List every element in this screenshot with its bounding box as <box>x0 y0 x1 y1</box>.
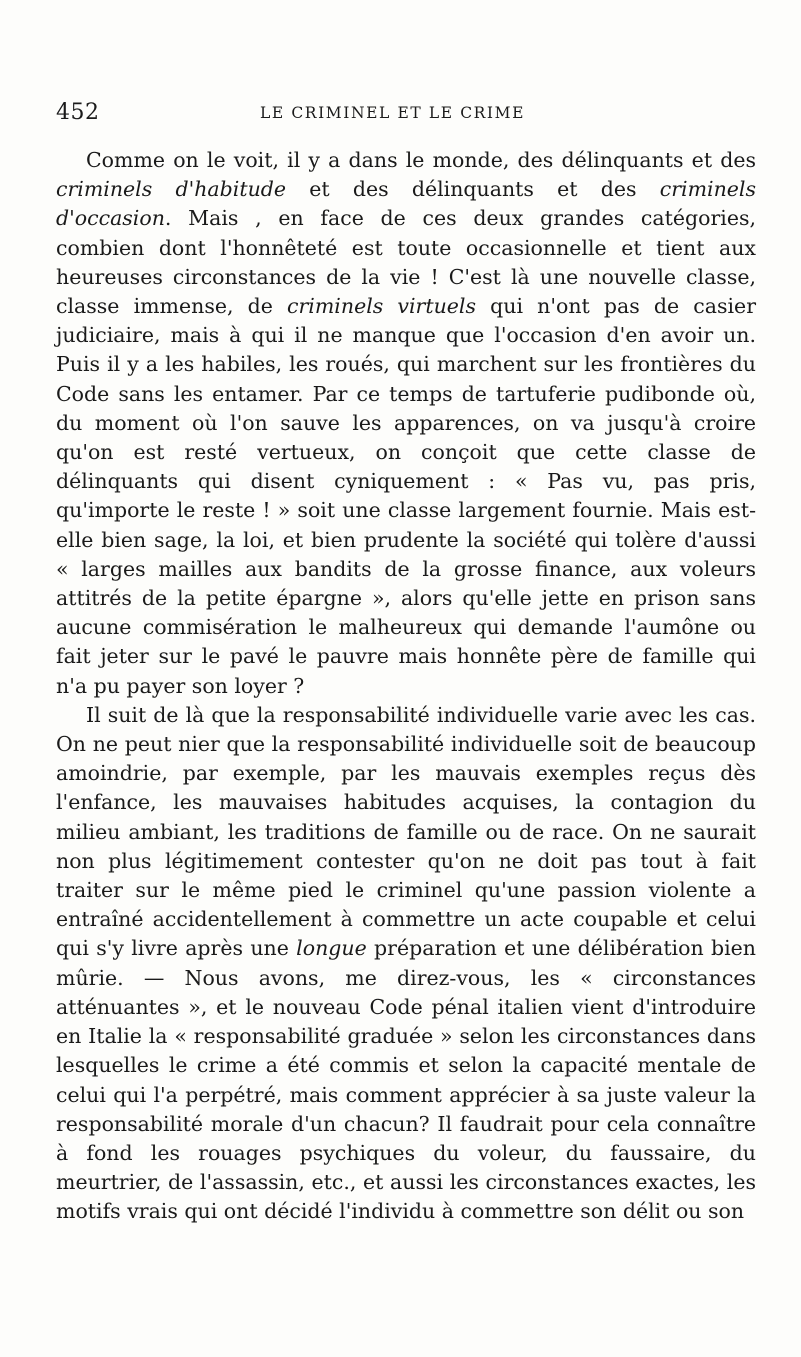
italic-term: criminels d'occasion <box>56 177 756 231</box>
text-run: . Mais , en face de ces deux grandes catégories, combien dont l'honnêteté est toute occasionnelle et tient aux heureuses circonstances de la vie ! C'est là une nouvelle classe, classe immense, de <box>56 206 756 319</box>
text-run: et des délinquants et des <box>286 177 660 202</box>
italic-term: longue <box>296 936 367 961</box>
page-number: 452 <box>56 100 100 125</box>
italic-term: criminels virtuels <box>287 294 476 319</box>
paragraph-2 <box>56 701 756 1227</box>
body-text <box>56 146 756 1227</box>
page-header <box>56 100 756 128</box>
text-run: préparation et une délibération bien mûrie. — Nous avons, me direz-vous, les « circonstances atténuantes », et le nouveau Code pénal italien vient d'introduire en Italie la « responsabilité graduée » selon les circonstances dans lesquelles le crime a été commis et selon la capacité mentale de celui qui l'a perpétré, mais comment apprécier à sa juste valeur la responsabilité morale d'un chacun? Il faudrait pour cela connaître à fond les rouages psychiques du voleur, du faussaire, du meurtrier, de l'assassin, etc., et aussi les circonstances exactes, les motifs vrais qui ont décidé l'individu à commettre son délit ou son <box>56 936 756 1224</box>
text-run: Il suit de là que la responsabilité individuelle varie avec les cas. On ne peut nier que la responsabilité individuelle soit de beaucoup amoindrie, par exemple, par les mauvais exemples reçus dès l'enfance, les mauvaises habitudes acquises, la contagion du milieu ambiant, les traditions de famille ou de race. On ne saurait non plus légitimement contester qu'on ne doit pas tout à fait traiter sur le même pied le criminel qu'une passion violente a entraîné accidentellement à commettre un acte coupable et celui qui s'y livre après une <box>56 702 756 961</box>
running-title: LE CRIMINEL ET LE CRIME <box>260 104 526 122</box>
text-run: Comme on le voit, il y a dans le monde, des délinquants et des <box>86 148 756 172</box>
italic-term: criminels d'habitude <box>56 177 287 202</box>
paragraph-1 <box>56 146 756 701</box>
text-run: qui n'ont pas de casier judiciaire, mais à qui il ne manque que l'occasion d'en avoir un. Puis il y a les habiles, les roués, qui marchent sur les frontières du Code sans les entamer. Par ce temps de tartuferie pudibonde où, du moment où l'on sauve les apparences, on va jusqu'à croire qu'on est resté vertueux, on conçoit que cette classe de délinquants qui disent cyniquement : « Pas vu, pas pris, qu'importe le reste ! » soit une classe largement fournie. Mais est-elle bien sage, la loi, et bien prudente la société qui tolère d'aussi « larges mailles aux bandits de la grosse finance, aux voleurs attitrés de la petite épargne », alors qu'elle jette en prison sans aucune commisération le malheureux qui demande l'aumône ou fait jeter sur le pavé le pauvre mais honnête père de famille qui n'a pu payer son loyer ? <box>56 294 756 698</box>
